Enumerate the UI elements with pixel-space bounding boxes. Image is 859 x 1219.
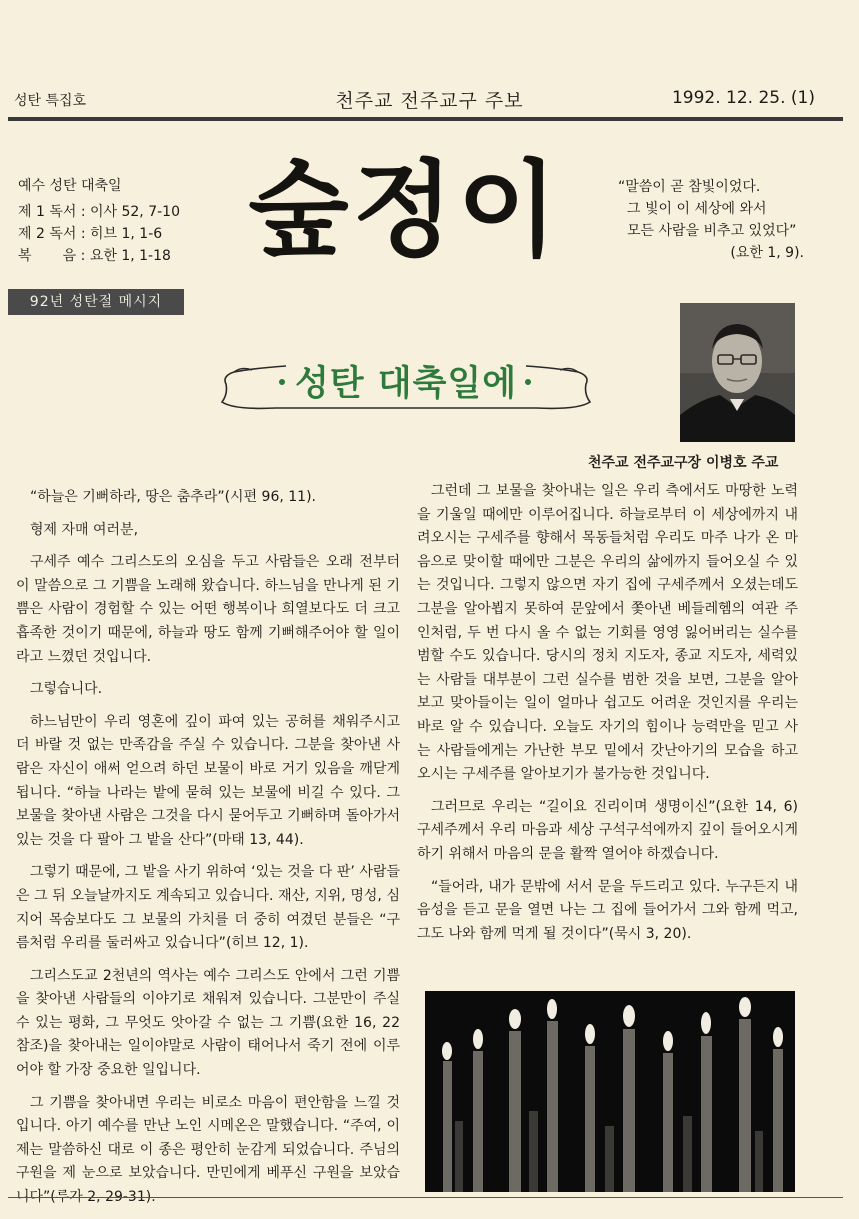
article-paragraph: 그런데 그 보물을 찾아내는 일은 우리 측에서도 마땅한 노력을 기울일 때에만 이루어집니다. 하늘로부터 이 세상에까지 내려오시는 구세주를 향해서 목동들처럼 우리도 마주 나가 온 마음으로 맞이할 때에만 그분은 우리의 삶에까지 들어오실 수 있는 것입니다. 그렇지 않으면 자기 집에 구세주께서 오셨는데도 그분을 알아뵙지 못하여 문앞에서 쫓아낸 베들레헴의 여관 주인처럼, 두 번 다시 올 수 없는 기회를 영영 잃어버리는 실수를 범할 수도 있습니다. 당시의 정치 지도자, 종교 지도자, 세력있는 사람들 대부분이 그런 실수를 범한 것을 보면, 그분을 알아보고 맞아들이는 일이 얼마나 쉽고도 어려운 것인지를 우리는 바로 알 수 있습니다. 오늘도 자기의 힘이나 능력만을 믿고 사는 사람들에게는 가난한 부모 밑에서 갓난아기의 모습을 하고 오시는 구세주를 알아보기가 불가능한 것입니다.: [417, 483, 798, 783]
article-paragraph: 형제 자매 여러분,: [30, 521, 139, 538]
article-paragraph: “하늘은 기뻐하라, 땅은 춤추라”(시편 96, 11).: [30, 489, 316, 505]
publication-name: 천주교 전주교구 주보: [335, 90, 524, 112]
epigraph-reference: (요한 1, 9).: [730, 245, 804, 261]
article-paragraph: 그렇습니다.: [30, 681, 103, 698]
reading-gospel: 복 음 : 요한 1, 1-18: [18, 248, 171, 264]
epigraph-line: 그 빛이 이 세상에 와서: [627, 201, 767, 217]
article-paragraph: 구세주 예수 그리스도의 오심을 두고 사람들은 오래 전부터 이 말씀으로 그 기쁨을 노래해 왔습니다. 하느님을 만나게 된 기쁨은 사람이 경험할 수 있는 어떤 행복이나 희열보다도 더 크고 흡족한 것이기 때문에, 하늘과 땅도 함께 기뻐해주어야 할 일이라고 느꼈던 것입니다.: [16, 554, 400, 665]
issue-label: 성탄 특집호: [14, 93, 87, 109]
article-paragraph: 그러므로 우리는 “길이요 진리이며 생명이신”(요한 14, 6) 구세주께서 우리 마음과 세상 구석구석에까지 깊이 들어오시게 하기 위해서 마음의 문을 활짝 열어야 하겠습니다.: [417, 798, 798, 862]
footer-rule: [8, 1197, 843, 1198]
candles-photo: [425, 991, 795, 1192]
article-column-right: [417, 480, 798, 955]
headline: 성탄 대축일에: [294, 364, 518, 404]
article-column-left: [16, 486, 400, 1219]
article-paragraph: 그리스도교 2천년의 역사는 예수 그리스도 안에서 그런 기쁨을 찾아낸 사람들의 이야기로 채워져 있습니다. 그분만이 주실 수 있는 평화, 그 무엇도 앗아갈 수 없는 그 기쁨(요한 16, 22 참조)을 찾아내는 일이야말로 사람이 태어나서 죽기 전에 이루어야 할 가장 중요한 일입니다.: [16, 967, 400, 1079]
header-rule: [8, 117, 843, 121]
masthead-title: 숲정이: [248, 149, 562, 268]
reading-1: 제 1 독서 : 이사 52, 7-10: [18, 204, 180, 220]
epigraph-line: “말씀이 곧 참빛이었다.: [618, 179, 761, 195]
issue-date: 1992. 12. 25. (1): [671, 88, 815, 108]
reading-2: 제 2 독서 : 히브 1, 1-6: [18, 226, 163, 242]
article-paragraph: 그렇기 때문에, 그 밭을 사기 위하여 ‘있는 것을 다 판’ 사람들은 그 뒤 오늘날까지도 계속되고 있습니다. 재산, 지위, 명성, 심지어 목숨보다도 그 보물의 가치를 더 중히 여겼던 분들은 “구름처럼 우리를 둘러싸고 있습니다”(히브 12, 1).: [16, 864, 400, 952]
masthead: [240, 148, 570, 268]
epigraph: [618, 176, 804, 264]
liturgy-box: [18, 175, 180, 267]
article-paragraph: 그 기쁨을 찾아내면 우리는 비로소 마음이 편안함을 느낄 것입니다. 아기 예수를 만난 노인 시메온은 말했습니다. “주여, 이제는 말씀하신 대로 이 종은 평안히 눈감게 되었습니다. 주님의 구원을 제 눈으로 보았습니다. 만민에게 베푸신 구원을 보았습니다”(루가 2, 29-31).: [16, 1094, 400, 1206]
article-paragraph: 하느님만이 우리 영혼에 깊이 파여 있는 공허를 채워주시고 더 바랄 것 없는 만족감을 주실 수 있습니다. 그분을 찾아낸 사람은 자신이 애써 얻으려 하던 보물이 바로 거기 있음을 깨닫게 됩니다. “하늘 나라는 밭에 묻혀 있는 보물에 비길 수 있다. 그 보물을 찾아낸 사람은 그것을 다시 묻어두고 기뻐하며 돌아가서 있는 것을 다 팔아 그 밭을 산다”(마태 13, 44).: [16, 713, 400, 848]
article-paragraph: “들어라, 내가 문밖에 서서 문을 두드리고 있다. 누구든지 내 음성을 듣고 문을 열면 나는 그 집에 들어가서 그와 함께 먹고, 그도 나와 함께 먹게 될 것이다”(묵시 3, 20).: [417, 878, 798, 942]
liturgy-title: 예수 성탄 대축일: [18, 178, 122, 194]
bishop-portrait: [680, 303, 795, 442]
headline-block: [216, 344, 596, 416]
epigraph-line: 모든 사람을 비추고 있었다”: [627, 223, 797, 239]
section-label: 92년 성탄절 메시지: [8, 289, 184, 315]
masthead-title-graphic: [240, 148, 570, 268]
author-caption: 천주교 전주교구장 이병호 주교: [588, 455, 779, 471]
